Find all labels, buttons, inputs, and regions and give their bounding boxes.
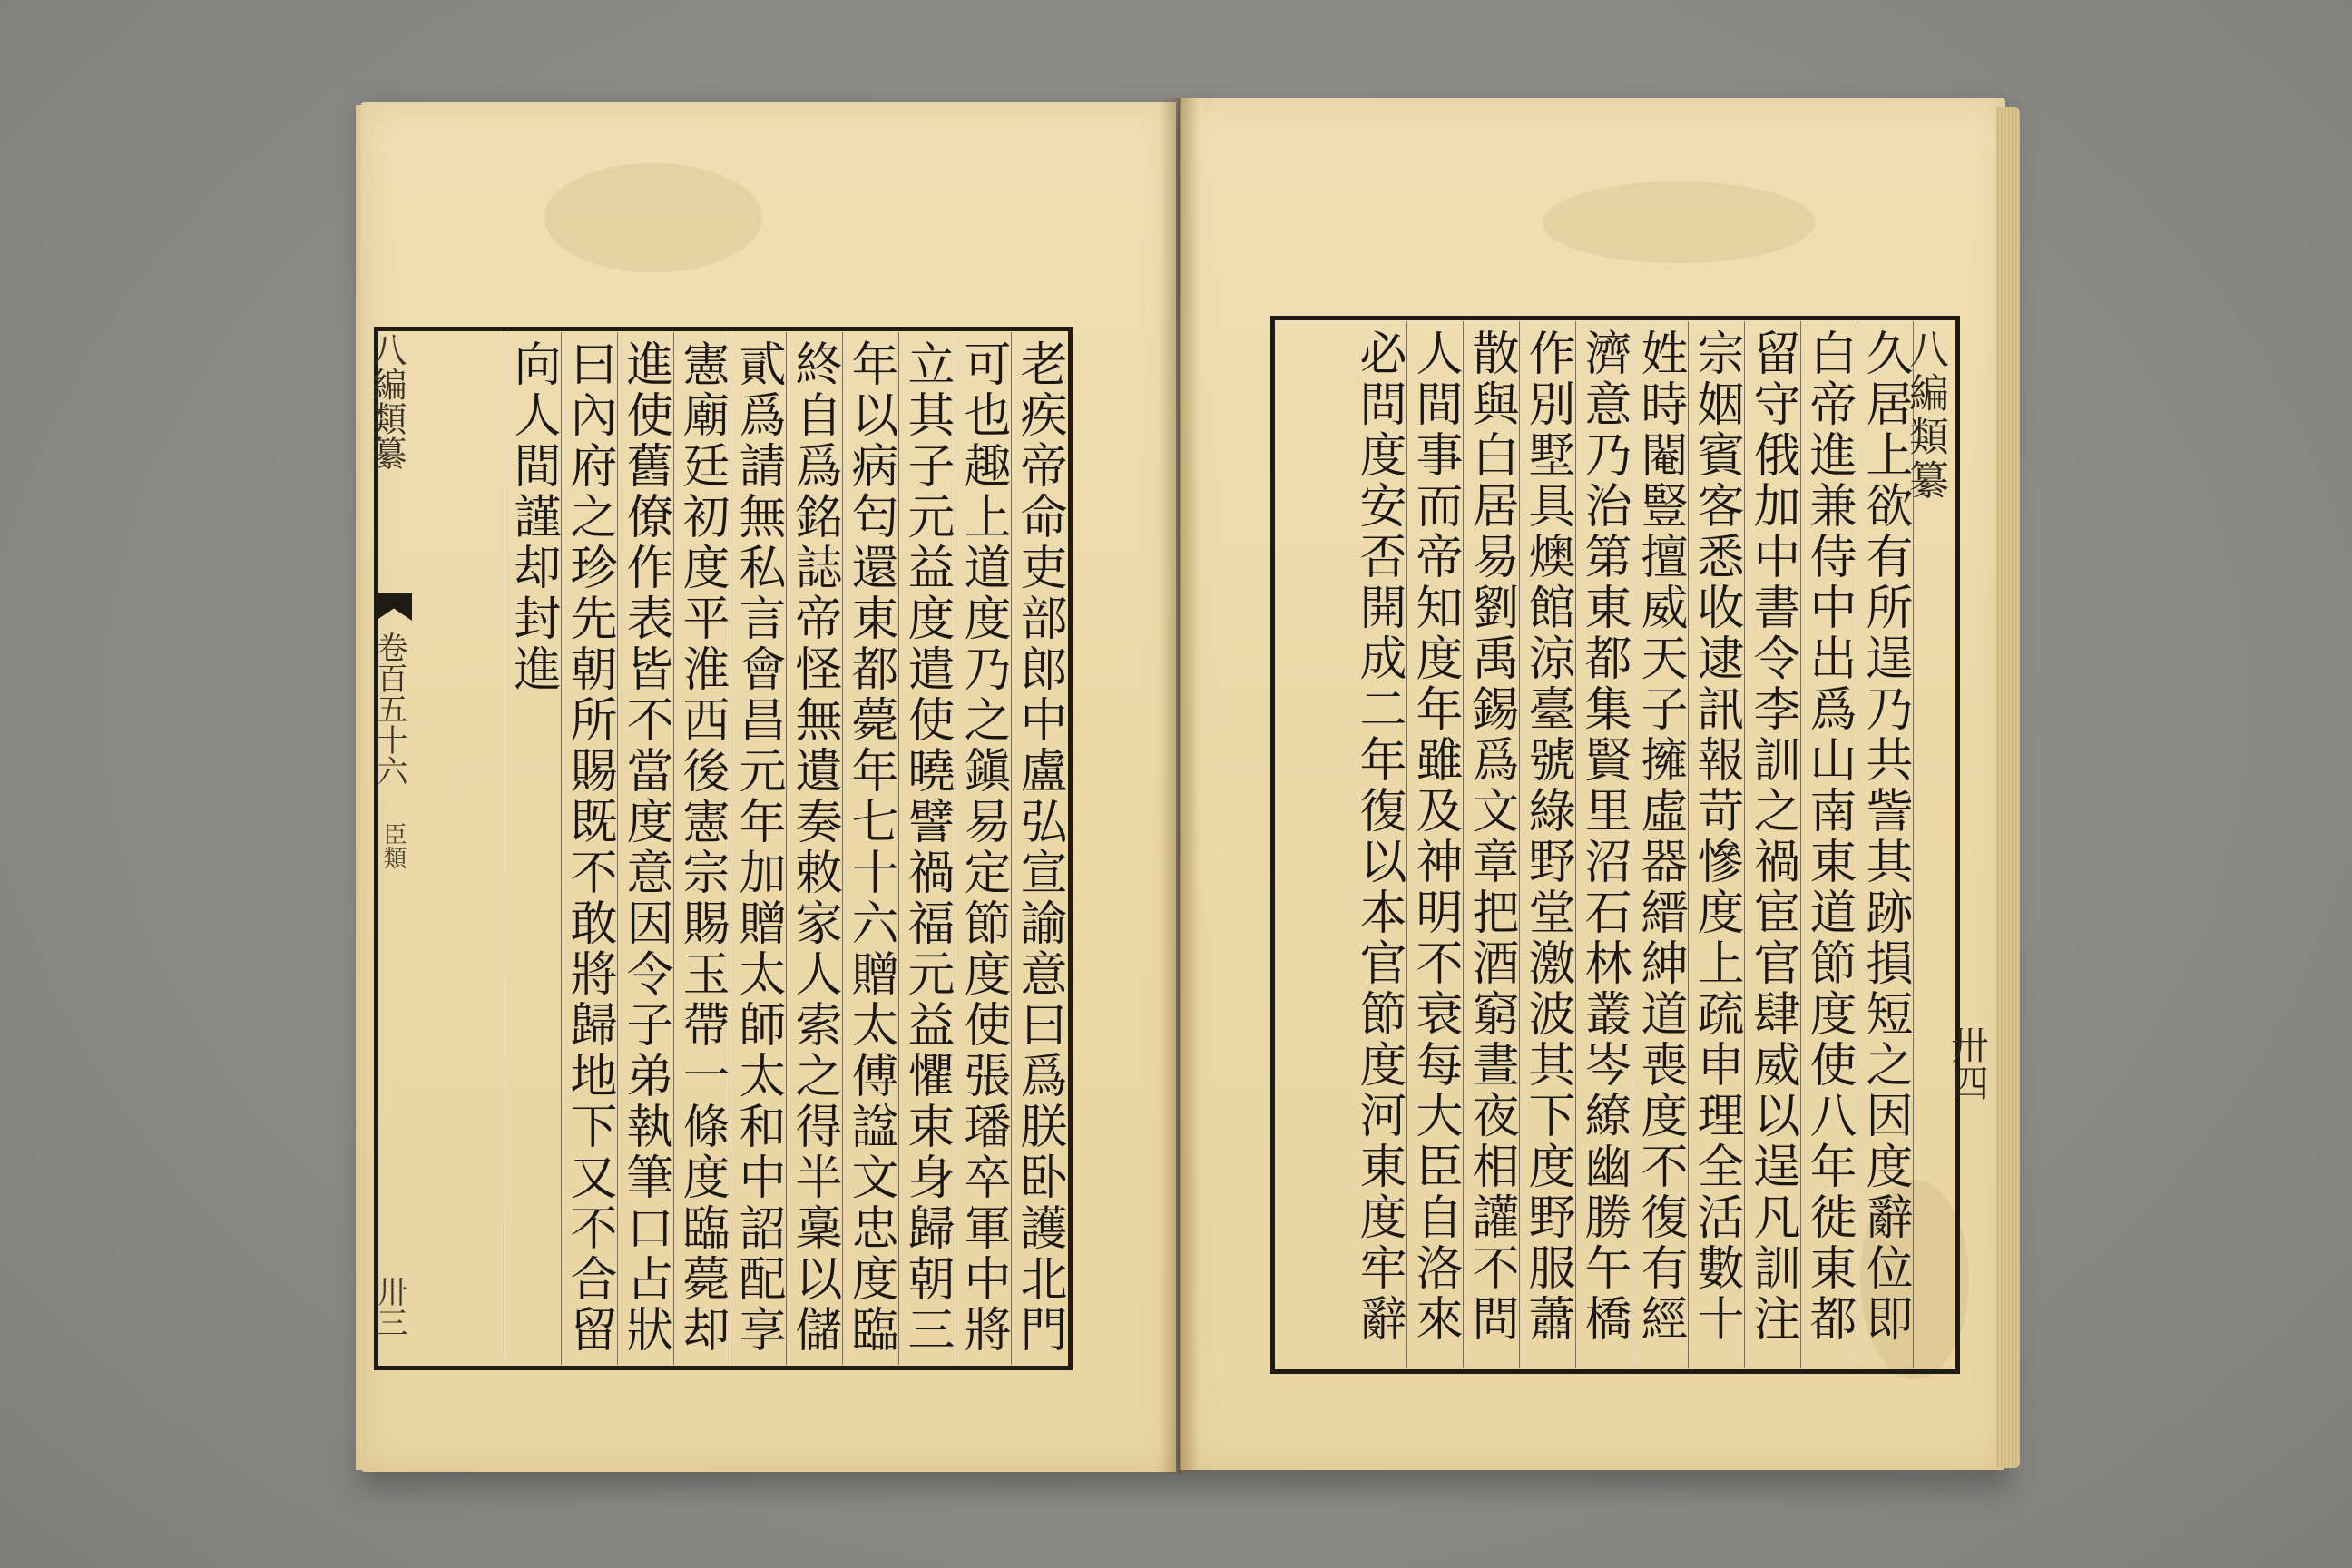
text-column: 老疾帝命吏部郎中盧弘宣諭意曰爲朕卧護北門 [1011, 332, 1067, 1365]
margin-column [468, 332, 505, 1365]
text-column: 年以病匄還東都薨年七十六贈太傅諡文忠度臨 [842, 332, 898, 1365]
right-page-text [1278, 321, 1953, 1368]
text-column: 貳爲請無私言會昌元年加贈太師太和中詔配享 [730, 332, 786, 1365]
margin-column-header: 八編類纂 [1913, 321, 1953, 1368]
paper-stain [1543, 181, 1815, 263]
text-column: 可也趣上道度乃之鎭易定節度使張璠卒軍中將 [955, 332, 1011, 1365]
margin-volume: 卷百五十六 [371, 632, 407, 786]
text-column: 白帝進兼侍中出爲山南東道節度使八年徙東都 [1800, 321, 1857, 1368]
text-column: 向人間謹却封進 [505, 332, 561, 1365]
paper-stain [544, 163, 762, 272]
text-column: 憲廟廷初度平淮西後憲宗賜玉帶一條度臨薨却 [673, 332, 730, 1365]
text-column: 人間事而帝知度年雖及神明不衰每大臣自洛來 [1406, 321, 1463, 1368]
left-page-margin-column [367, 332, 412, 1348]
right-page-edges [1996, 107, 2020, 1468]
text-column: 宗姻賓客悉收逮訊報苛慘度上疏申理全活數十 [1688, 321, 1744, 1368]
margin-title: 八編類纂 [367, 332, 407, 470]
right-folio-mark: 卅四 [1945, 1025, 1990, 1102]
text-column: 立其子元益度遣使曉譬禍福元益懼束身歸朝三 [898, 332, 955, 1365]
margin-category: 臣類 [379, 822, 407, 869]
text-column: 必問度安否開成二年復以本官節度河東度牢辭 [1351, 328, 1406, 1345]
text-column: 留守俄加中書令李訓之禍宦官肆威以逞凡訓注 [1744, 321, 1800, 1368]
book-gutter [1160, 98, 1200, 1474]
text-column: 散與白居易劉禹錫爲文章把酒窮晝夜相讙不問 [1463, 321, 1519, 1368]
margin-folio: 卅三 [371, 1276, 407, 1338]
text-column: 濟意乃治第東都集賢里沼石林叢岑繚幽勝午橋 [1575, 321, 1632, 1368]
text-column: 曰內府之珍先朝所賜既不敢將歸地下又不合留 [561, 332, 617, 1365]
text-column: 終自爲銘誌帝怪無遺奏敕家人索之得半稾以儲 [786, 332, 842, 1365]
left-page-text [381, 332, 1067, 1365]
text-column: 姓時閹豎擅威天子擁虛器縉紳道喪度不復有經 [1632, 321, 1688, 1368]
fishtail-mark [376, 593, 412, 621]
text-column: 進使舊僚作表皆不當度意因令子弟執筆口占狀 [617, 332, 673, 1365]
text-column: 作別墅具燠館涼臺號綠野堂激波其下度野服蕭 [1519, 321, 1575, 1368]
text-column: 久居上欲有所逞乃共訾其跡損短之因度辭位即 [1857, 321, 1913, 1368]
